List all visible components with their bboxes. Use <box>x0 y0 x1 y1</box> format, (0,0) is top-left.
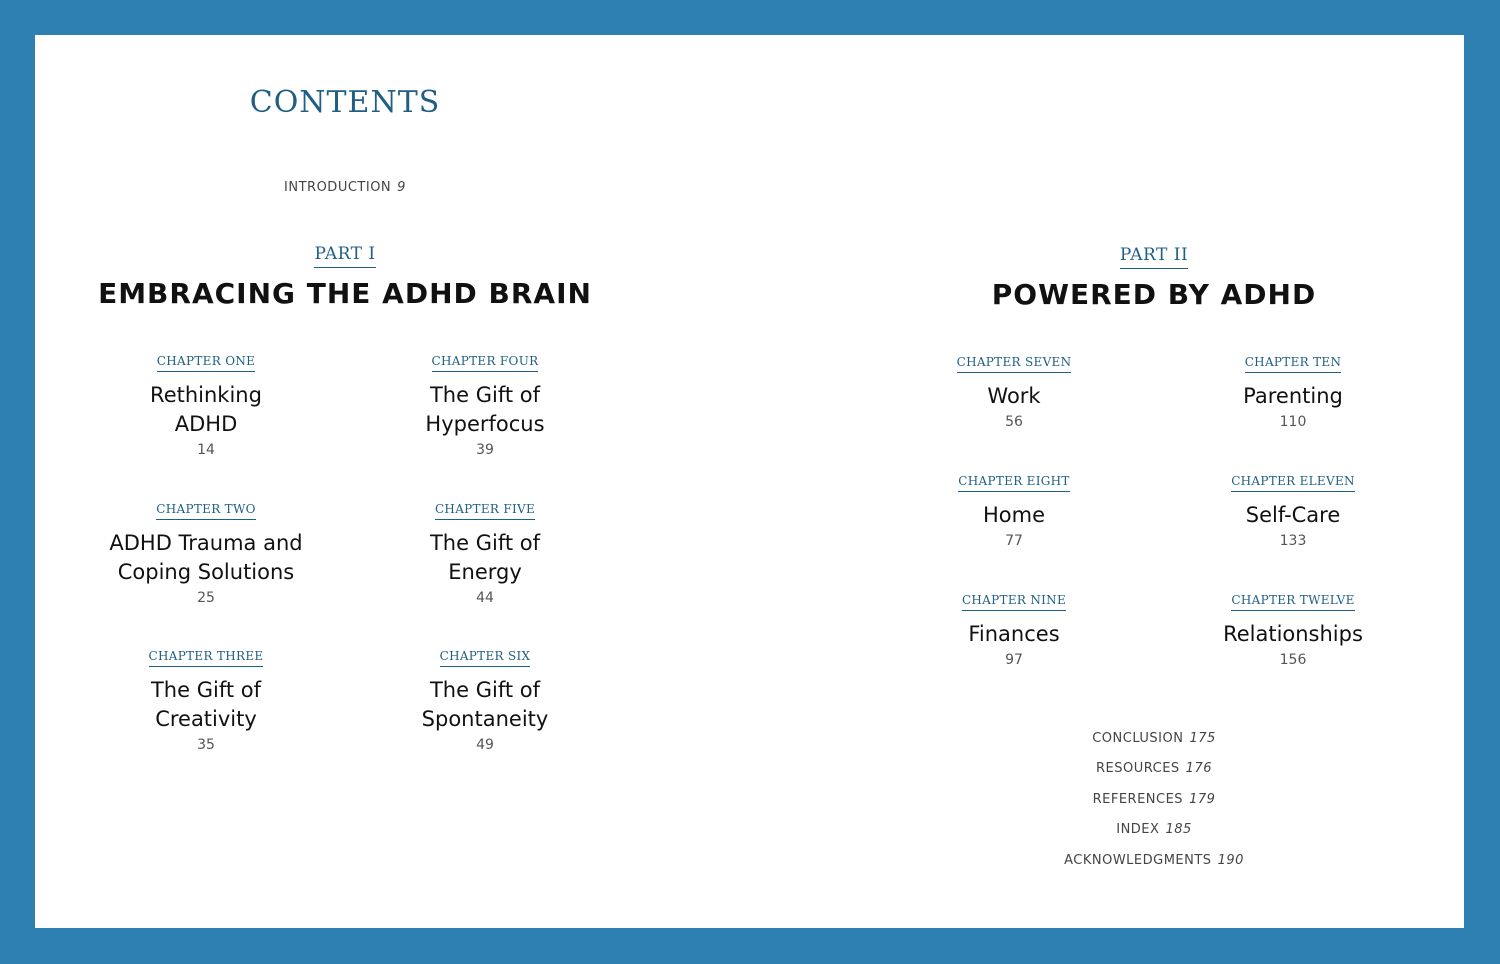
back-matter-conclusion[interactable] <box>1004 731 1304 746</box>
chapter-page: 39 <box>476 442 494 458</box>
chapter-four[interactable] <box>365 352 605 458</box>
chapter-label: CHAPTER TWELVE <box>1231 593 1354 611</box>
chapter-label: CHAPTER FOUR <box>432 354 539 372</box>
chapter-title-line: Coping Solutions <box>117 560 295 584</box>
chapter-twelve[interactable] <box>1173 591 1413 668</box>
chapter-label: CHAPTER TEN <box>1245 355 1342 373</box>
back-matter-page: 179 <box>1189 792 1216 807</box>
contents-title: CONTENTS <box>249 85 441 120</box>
chapter-page: 156 <box>1279 652 1307 668</box>
back-matter-page: 175 <box>1189 731 1216 746</box>
chapter-label: CHAPTER FIVE <box>435 502 535 520</box>
chapter-label: CHAPTER EIGHT <box>958 474 1069 492</box>
chapter-label: CHAPTER TWO <box>156 502 255 520</box>
chapter-seven[interactable] <box>894 353 1134 430</box>
chapter-title-line: ADHD Trauma and <box>109 531 303 555</box>
chapter-five[interactable] <box>365 500 605 606</box>
chapter-title-line: ADHD <box>174 412 238 436</box>
back-matter-page: 176 <box>1185 761 1212 776</box>
chapter-title-line: Energy <box>448 560 522 584</box>
chapter-title-line: The Gift of <box>429 531 540 555</box>
back-matter-page: 185 <box>1165 822 1192 837</box>
book-page-spread <box>35 35 1464 928</box>
part2-header <box>1054 245 1254 269</box>
chapter-title <box>86 381 326 439</box>
back-matter-index[interactable] <box>1004 822 1304 837</box>
introduction-page: 9 <box>397 180 406 195</box>
chapter-page: 35 <box>197 737 215 753</box>
chapter-title: Parenting <box>1243 384 1343 408</box>
back-matter-label: INDEX <box>1116 822 1160 837</box>
chapter-title <box>365 381 605 439</box>
chapter-six[interactable] <box>365 647 605 753</box>
back-matter-acknowledgments[interactable] <box>1004 853 1304 868</box>
chapter-nine[interactable] <box>894 591 1134 668</box>
chapter-title-line: The Gift of <box>150 678 261 702</box>
part2-label: PART II <box>1120 245 1188 269</box>
chapter-title <box>86 529 326 587</box>
chapter-title <box>365 529 605 587</box>
chapter-eight[interactable] <box>894 472 1134 549</box>
chapter-ten[interactable] <box>1173 353 1413 430</box>
back-matter-references[interactable] <box>1004 792 1304 807</box>
chapter-title <box>86 676 326 734</box>
chapter-page: 97 <box>1005 652 1023 668</box>
introduction-label: INTRODUCTION <box>284 180 392 195</box>
chapter-title-line: Creativity <box>155 707 257 731</box>
introduction-entry[interactable] <box>245 180 445 195</box>
chapter-title: Work <box>987 384 1041 408</box>
chapter-page: 110 <box>1279 414 1307 430</box>
chapter-page: 14 <box>197 442 215 458</box>
part1-label: PART I <box>314 244 375 268</box>
chapter-two[interactable] <box>86 500 326 606</box>
chapter-title: Relationships <box>1223 622 1363 646</box>
chapter-label: CHAPTER THREE <box>149 649 264 667</box>
chapter-title: Home <box>982 503 1045 527</box>
chapter-page: 133 <box>1279 533 1307 549</box>
back-matter-page: 190 <box>1217 853 1244 868</box>
chapter-label: CHAPTER NINE <box>962 593 1066 611</box>
chapter-title: Finances <box>968 622 1060 646</box>
chapter-title-line: Spontaneity <box>421 707 549 731</box>
back-matter-resources[interactable] <box>1004 761 1304 776</box>
chapter-page: 44 <box>476 590 494 606</box>
part2-title: POWERED BY ADHD <box>991 278 1317 311</box>
back-matter-label: ACKNOWLEDGMENTS <box>1064 853 1212 868</box>
chapter-title <box>365 676 605 734</box>
chapter-label: CHAPTER ELEVEN <box>1231 474 1355 492</box>
chapter-label: CHAPTER ONE <box>157 354 255 372</box>
chapter-title-line: Hyperfocus <box>425 412 545 436</box>
back-matter-label: RESOURCES <box>1095 761 1180 776</box>
chapter-page: 25 <box>197 590 215 606</box>
chapter-page: 49 <box>476 737 494 753</box>
chapter-eleven[interactable] <box>1173 472 1413 549</box>
chapter-title-line: The Gift of <box>429 678 540 702</box>
chapter-title-line: Rethinking <box>150 383 262 407</box>
back-matter-label: REFERENCES <box>1092 792 1184 807</box>
chapter-title: Self-Care <box>1245 503 1341 527</box>
chapter-label: CHAPTER SIX <box>440 649 531 667</box>
part1-title: EMBRACING THE ADHD BRAIN <box>98 277 592 310</box>
chapter-label: CHAPTER SEVEN <box>957 355 1072 373</box>
chapter-page: 77 <box>1005 533 1023 549</box>
chapter-title-line: The Gift of <box>429 383 540 407</box>
part1-header <box>245 244 445 268</box>
chapter-three[interactable] <box>86 647 326 753</box>
chapter-one[interactable] <box>86 352 326 458</box>
back-matter-label: CONCLUSION <box>1092 731 1184 746</box>
chapter-page: 56 <box>1005 414 1023 430</box>
